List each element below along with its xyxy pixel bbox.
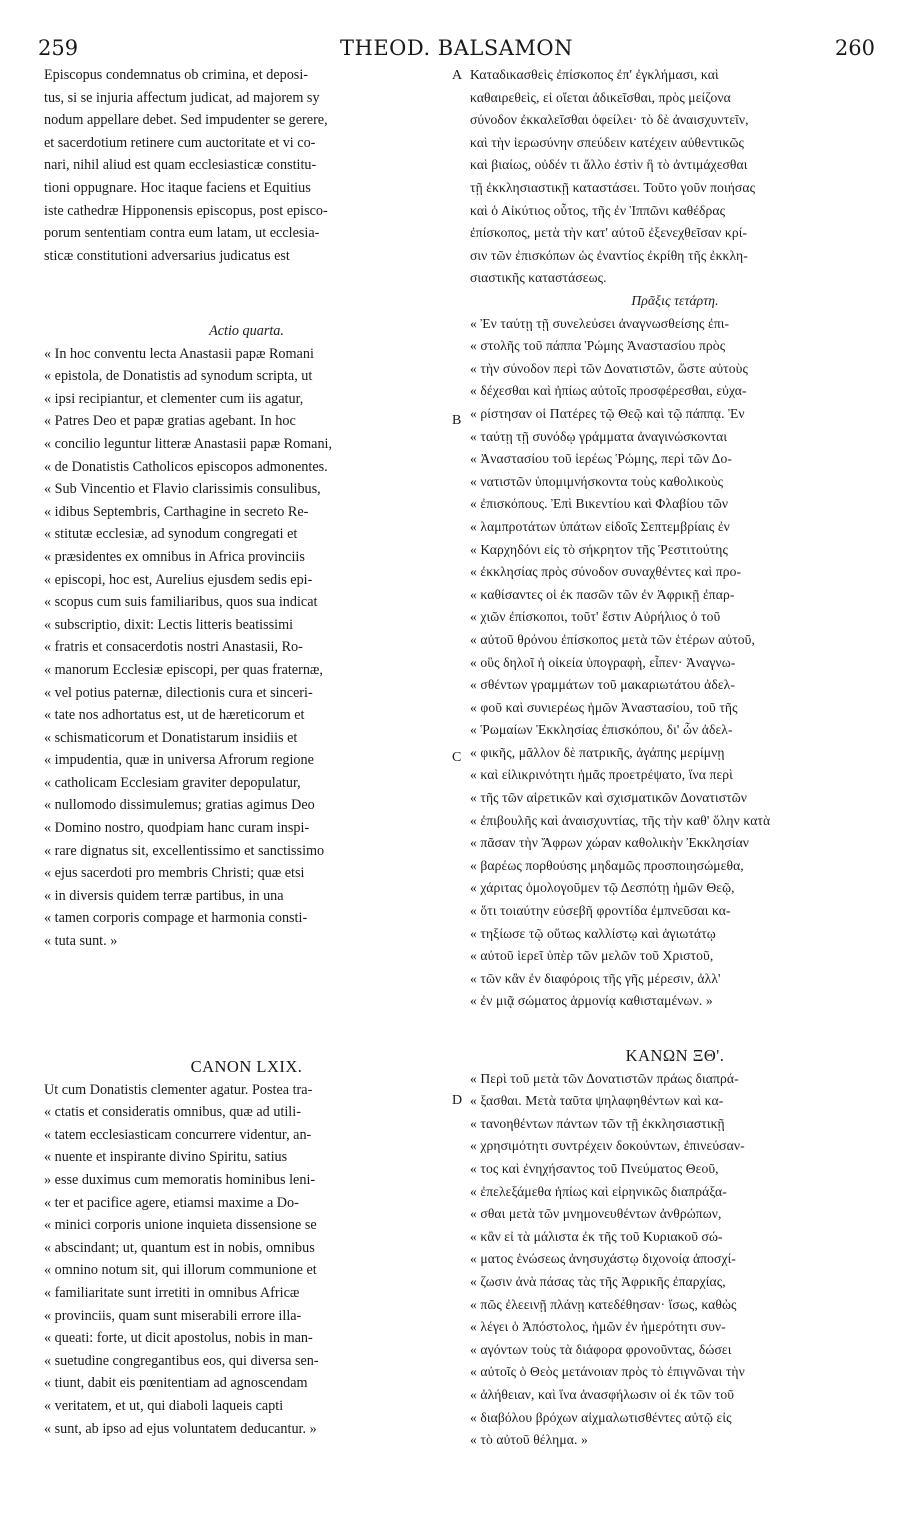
text-line: « epistola, de Donatistis ad synodum scripta, ut <box>44 368 313 385</box>
text-line: « ipsi recipiantur, et clementer cum iis agatur, <box>44 390 304 407</box>
text-line: « fratris et consacerdotis nostri Anastasii, Ro- <box>44 639 303 656</box>
greek-canon-heading: ΚΑΝΩΝ ΞΘ'. <box>625 1046 725 1065</box>
text-line: « stitutæ ecclesiæ, ad synodum congregati et <box>44 526 298 543</box>
text-line: et sacerdotium retinere cum auctoritate et vi co- <box>44 134 316 151</box>
text-line: « in diversis quidem terræ partibus, in una <box>44 887 284 904</box>
text-line: « tiunt, dabit eis pœnitentiam ad agnoscendam <box>44 1375 308 1392</box>
text-line: « Domino nostro, quodpiam hanc curam inspi- <box>44 820 310 837</box>
page-number-right: 260 <box>834 36 875 60</box>
text-line: σιαστικῆς καταστάσεως. <box>470 270 607 286</box>
text-line: « tate nos adhortatus est, ut de hæreticorum et <box>44 707 305 724</box>
text-line: σιν τῶν ἐπισκόπων ὡς ἐναντίος ἐκρίθη τῆς ἐκκλη- <box>470 247 748 263</box>
text-line: « ταύτῃ τῇ συνόδῳ γράμματα ἀναγινώσκονται <box>470 428 728 444</box>
text-line: « concilio leguntur litteræ Anastasii papæ Romani, <box>44 435 333 452</box>
text-line: ἐπίσκοπος, μετὰ τὴν κατ' αὐτοῦ ἐξενεχθεῖσαν κρί- <box>470 225 748 241</box>
text-line: « rare dignatus sit, excellentissimo et sanctissimo <box>44 842 325 859</box>
text-line: « ματος ἑνώσεως ἀνησυχάστῳ διχονοίᾳ ἀποσχί- <box>470 1251 736 1267</box>
text-line: « queati: forte, ut dicit apostolus, nobis in man- <box>44 1330 313 1347</box>
text-line: « καὶ εἰλικρινότητι ἡμᾶς προετρέψατο, ἵνα περὶ <box>470 767 733 783</box>
text-line: σύνοδον ἐκκαλεῖσθαι ὀφείλει· τὸ δὲ ἀναισχυντεῖν, <box>470 112 749 128</box>
latin-canon-text <box>44 1079 449 1441</box>
greek-praxis-section <box>470 290 880 1013</box>
text-line: nodum appellare debet. Sed impudenter se gerere, <box>44 112 328 129</box>
margin-letter-b: B <box>452 413 462 428</box>
text-line: « τος καὶ ἐνηχήσαντος τοῦ Πνεύματος Θεοῦ, <box>470 1160 719 1176</box>
text-line: « φικῆς, μᾶλλον δὲ πατρικῆς, ἀγάπης μερίμνῃ <box>470 744 725 760</box>
latin-canon-section <box>44 1056 449 1440</box>
greek-canon-text <box>470 1068 880 1452</box>
text-line: « provinciis, quam sunt miserabili errore illa- <box>44 1307 302 1324</box>
text-line: « λέγει ὁ Ἀπόστολος, ἡμῶν ἐν ἡμερότητι συν- <box>470 1319 726 1335</box>
text-line: « veritatem, et ut, qui diaboli laqueis capti <box>44 1397 284 1414</box>
text-line: « τηξίωσε τῷ οὕτως καλλίστῳ καὶ ἁγιωτάτῳ <box>470 925 716 941</box>
text-line: nari, nihil aliud est quam ecclesiasticæ constitu- <box>44 157 317 174</box>
text-line: « suetudine congregantibus eos, qui diversa sen- <box>44 1352 319 1369</box>
text-line: « ζωσιν ἀνὰ πάσας τὰς τῆς Ἀφρικῆς ἐπαρχίας, <box>470 1273 726 1289</box>
text-line: « episcopi, hoc est, Aurelius ejusdem sedis epi- <box>44 571 313 588</box>
text-line: « Καρχηδόνι εἰς τὸ σήκρητον τῆς Ῥεστιτούτης <box>470 541 728 557</box>
text-line: « tuta sunt. » <box>44 933 118 950</box>
text-line: « subscriptio, dixit: Lectis litteris beatissimi <box>44 616 294 633</box>
text-line: « ξασθαι. Μετὰ ταῦτα ψηλαφηθέντων καὶ κα- <box>470 1093 724 1109</box>
text-line: « τὴν σύνοδον περὶ τῶν Δονατιστῶν, ὥστε αὐτοὺς <box>470 360 748 376</box>
text-line: Episcopus condemnatus ob crimina, et deposi- <box>44 67 308 83</box>
text-line: « scopus cum suis familiaribus, quos sua indicat <box>44 594 318 611</box>
text-line: « πᾶσαν τὴν Ἄφρων χώραν καθολικὴν Ἐκκλησίαν <box>470 835 750 851</box>
text-line: « ἐπελεξάμεθα ἠπίως καὶ εἰρηνικῶς διαπράξα- <box>470 1183 727 1199</box>
text-line: iste cathedræ Hipponensis episcopus, post episco- <box>44 202 328 219</box>
text-line: « κἂν εἰ τὰ μάλιστα ἐκ τῆς τοῦ Κυριακοῦ σώ- <box>470 1228 723 1244</box>
margin-letter-c: C <box>452 750 462 765</box>
latin-actio-heading: Actio quarta. <box>209 323 284 339</box>
text-line: tus, si se injuria affectum judicat, ad majorem sy <box>44 89 320 106</box>
text-line: « nuente et inspirante divino Spiritu, satius <box>44 1149 288 1166</box>
text-line: « ἐκκλησίας πρὸς σύνοδον συναχθέντες καὶ προ- <box>470 564 742 580</box>
latin-actio-text <box>44 343 449 953</box>
text-line: « minici corporis unione inquieta dissensione se <box>44 1217 317 1234</box>
text-line: « familiaritate sunt irretiti in omnibus Africæ <box>44 1284 300 1301</box>
text-line: « præsidentes ex omnibus in Africa provinciis <box>44 548 305 565</box>
latin-canon-heading: CANON LXIX. <box>190 1057 303 1076</box>
text-line: « manorum Ecclesiæ episcopi, per quas fraternæ, <box>44 661 323 678</box>
greek-praxis-text <box>470 313 880 1013</box>
text-line: « ἐν μιᾷ σώματος ἁρμονίᾳ καθισταμένων. » <box>470 993 713 1009</box>
text-line: « Ῥωμαίων Ἐκκλησίας ἐπισκόπου, δι' ὧν ἀδελ- <box>470 722 733 738</box>
text-line: « Ἐν ταύτῃ τῇ συνελεύσει ἀναγνωσθείσης ἐπι- <box>470 315 730 331</box>
text-line: « αὐτοῦ ἱερεῖ ὑπὲρ τῶν μελῶν τοῦ Χριστοῦ, <box>470 948 714 964</box>
text-line: « ρίστησαν οἱ Πατέρες τῷ Θεῷ καὶ τῷ πάππᾳ. Ἐν <box>470 405 745 421</box>
text-line: « στολῆς τοῦ πάππα Ῥώμης Ἀναστασίου πρὸς <box>470 338 726 354</box>
text-line: « αὐτοῦ θρόνου ἐπίσκοπος μετὰ τῶν ἑτέρων αὐτοῦ, <box>470 631 755 647</box>
margin-letter-d: D <box>452 1093 463 1108</box>
text-line: « βαρέως πορθούσης μηδαμῶς προσποιησώμεθα, <box>470 857 744 873</box>
greek-canon-section <box>470 1045 880 1452</box>
text-line: « ctatis et consideratis omnibus, quæ ad utili- <box>44 1104 301 1121</box>
margin-letter-a: A <box>452 68 463 83</box>
text-line: « nullomodo dissimulemus; gratias agimus Deo <box>44 797 315 814</box>
text-line: « tamen corporis compage et harmonia consti- <box>44 910 308 927</box>
text-line: « ἐπισκόπους. Ἐπὶ Βικεντίου καὶ Φλαβίου τῶν <box>470 496 729 512</box>
text-line: « χάριτας ὁμολογοῦμεν τῷ Δεσπότῃ ἡμῶν Θεῷ, <box>470 880 735 896</box>
text-line: « In hoc conventu lecta Anastasii papæ Romani <box>44 345 314 362</box>
text-line: « λαμπροτάτων ὑπάτων εἰδοῖς Σεπτεμβρίαις ἐν <box>470 518 730 534</box>
text-line: « αγόντων τοὺς τὰ διάφορα φρονοῦντας, δώσει <box>470 1341 732 1357</box>
text-line: Καταδικασθεὶς ἐπίσκοπος ἐπ' ἐγκλήμασι, καὶ <box>470 67 719 82</box>
text-line: porum sententiam contra eum latam, ut ecclesia- <box>44 225 320 242</box>
text-line: « ὅτι τοιαύτην εὐσεβῆ φροντίδα ἐμπνεῦσαι κα- <box>470 903 731 919</box>
text-line: « φοῦ καὶ συνιερέως ἡμῶν Ἀναστασίου, τοῦ τῆς <box>470 699 738 715</box>
text-line: « τὸ αὐτοῦ θέλημα. » <box>470 1432 588 1448</box>
text-line: « χρησιμότητι συντρέχειν δοκούντων, ἐπινεύσαν- <box>470 1138 745 1154</box>
text-line: « διαβόλου βρόχων αἰχμαλωτισθέντες αὐτῷ εἰς <box>470 1409 732 1425</box>
greek-intro <box>470 64 880 290</box>
greek-praxis-heading: Πρᾶξις τετάρτη. <box>631 293 719 308</box>
text-line: « vel potius paternæ, dilectionis cura et sinceri- <box>44 684 313 701</box>
text-line: καθαιρεθεὶς, εἰ οἴεται ἀδικεῖσθαι, πρὸς μείζονα <box>470 89 731 105</box>
text-line: » esse duximus cum memoratis hominibus leni- <box>44 1171 316 1188</box>
text-line: « αὐτοῖς ὁ Θεὸς μετάνοιαν πρὸς τὸ ἐπιγνῶναι τὴν <box>470 1364 745 1380</box>
text-line: « Περὶ τοῦ μετὰ τῶν Δονατιστῶν πράως διαπρά- <box>470 1070 739 1086</box>
text-line: καὶ ὁ Αἰκύτιος οὗτος, τῆς ἐν Ἱππῶνι καθέδρας <box>470 202 726 218</box>
text-line: « sunt, ab ipso ad ejus voluntatem deducantur. » <box>44 1420 317 1437</box>
text-line: καὶ τὴν ἱερωσύνην σπεύδειν κατέχειν αὐθεντικῶς <box>470 134 745 150</box>
page-number-left: 259 <box>38 36 79 60</box>
text-line: « omnino notum sit, qui illorum communione et <box>44 1262 317 1279</box>
text-line: « νατιστῶν ὑπομιμνήσκοντα τοὺς καθολικοὺς <box>470 473 724 489</box>
text-line: « σθέντων γραμμάτων τοῦ μακαριωτάτου ἀδελ- <box>470 677 735 693</box>
running-header <box>0 36 913 66</box>
text-line: « ejus sacerdoti pro membris Christi; quæ etsi <box>44 865 305 882</box>
text-line: « ἀλήθειαν, καὶ ἵνα ἀνασφήλωσιν οἱ ἐκ τῶν τοῦ <box>470 1386 735 1402</box>
text-line: « δέχεσθαι καὶ ἠπίως αὐτοῖς προσφέρεσθαι, εὐχα- <box>470 383 747 399</box>
running-title: THEOD. BALSAMON <box>340 36 573 60</box>
text-line: « τῆς τῶν αἱρετικῶν καὶ σχισματικῶν Δονατιστῶν <box>470 790 748 806</box>
text-line: « χιῶν ἐπίσκοποι, τοῦτ' ἔστιν Αὐρήλιος ὁ τοῦ <box>470 609 721 625</box>
text-line: Ut cum Donatistis clementer agatur. Postea tra- <box>44 1081 313 1098</box>
text-line: « σθαι μετὰ τῶν μνημονευθέντων ἀνθρώπων, <box>470 1206 722 1222</box>
text-line: « schismaticorum et Donatistarum insidiis et <box>44 729 298 746</box>
text-line: « Ἀναστασίου τοῦ ἱερέως Ῥώμης, περὶ τῶν Δο- <box>470 451 733 467</box>
text-line: « impudentia, quæ in universa Afrorum regione <box>44 752 314 769</box>
text-line: sticæ constitutioni adversarius judicatus est <box>44 247 290 264</box>
text-line: « idibus Septembris, Carthagine in secreto Re- <box>44 503 309 520</box>
text-line: « abscindant; ut, quantum est in nobis, omnibus <box>44 1239 315 1256</box>
text-line: tioni oppugnare. Hoc itaque faciens et Equitius <box>44 179 311 196</box>
text-line: « καθίσαντες οἱ ἐκ πασῶν τῶν ἐν Ἀφρικῇ ἐπαρ- <box>470 586 735 602</box>
text-line: καὶ βιαίως, οὐδέν τι ἄλλο ἐστὶν ἢ τὸ ἀντιμάχεσθαι <box>470 157 748 173</box>
latin-intro <box>44 64 449 267</box>
text-line: « πῶς ἐλεεινῇ πλάνῃ κατεδέθησαν· ἴσως, καθὼς <box>470 1296 737 1312</box>
text-line: « Patres Deo et papæ gratias agebant. In hoc <box>44 413 296 430</box>
text-line: « tatem ecclesiasticam concurrere videntur, an- <box>44 1126 312 1143</box>
text-line: τῇ ἐκκλησιαστικῇ καταστάσει. Τοῦτο γοῦν ποιήσας <box>470 179 756 195</box>
text-line: « οὓς δηλοῖ ἡ οἰκεία ὑπογραφὴ, εἶπεν· Ἀναγνω- <box>470 654 736 670</box>
text-line: « τῶν κἂν ἐν διαφόροις τῆς γῆς μέρεσιν, ἀλλ' <box>470 970 721 986</box>
latin-actio-section <box>44 320 449 953</box>
text-line: « de Donatistis Catholicos episcopos admonentes. <box>44 458 328 475</box>
text-line: « ἐπιβουλῆς καὶ ἀναισχυντίας, τῆς τὴν καθ' ὅλην κατὰ <box>470 812 771 828</box>
text-line: « τανοηθέντων πάντων τῶν τῇ ἐκκλησιαστικῇ <box>470 1115 725 1131</box>
text-line: « catholicam Ecclesiam graviter depopulatur, <box>44 774 301 791</box>
text-line: « Sub Vincentio et Flavio clarissimis consulibus, <box>44 481 321 498</box>
text-line: « ter et pacifice agere, etiamsi maxime a Do- <box>44 1194 299 1211</box>
